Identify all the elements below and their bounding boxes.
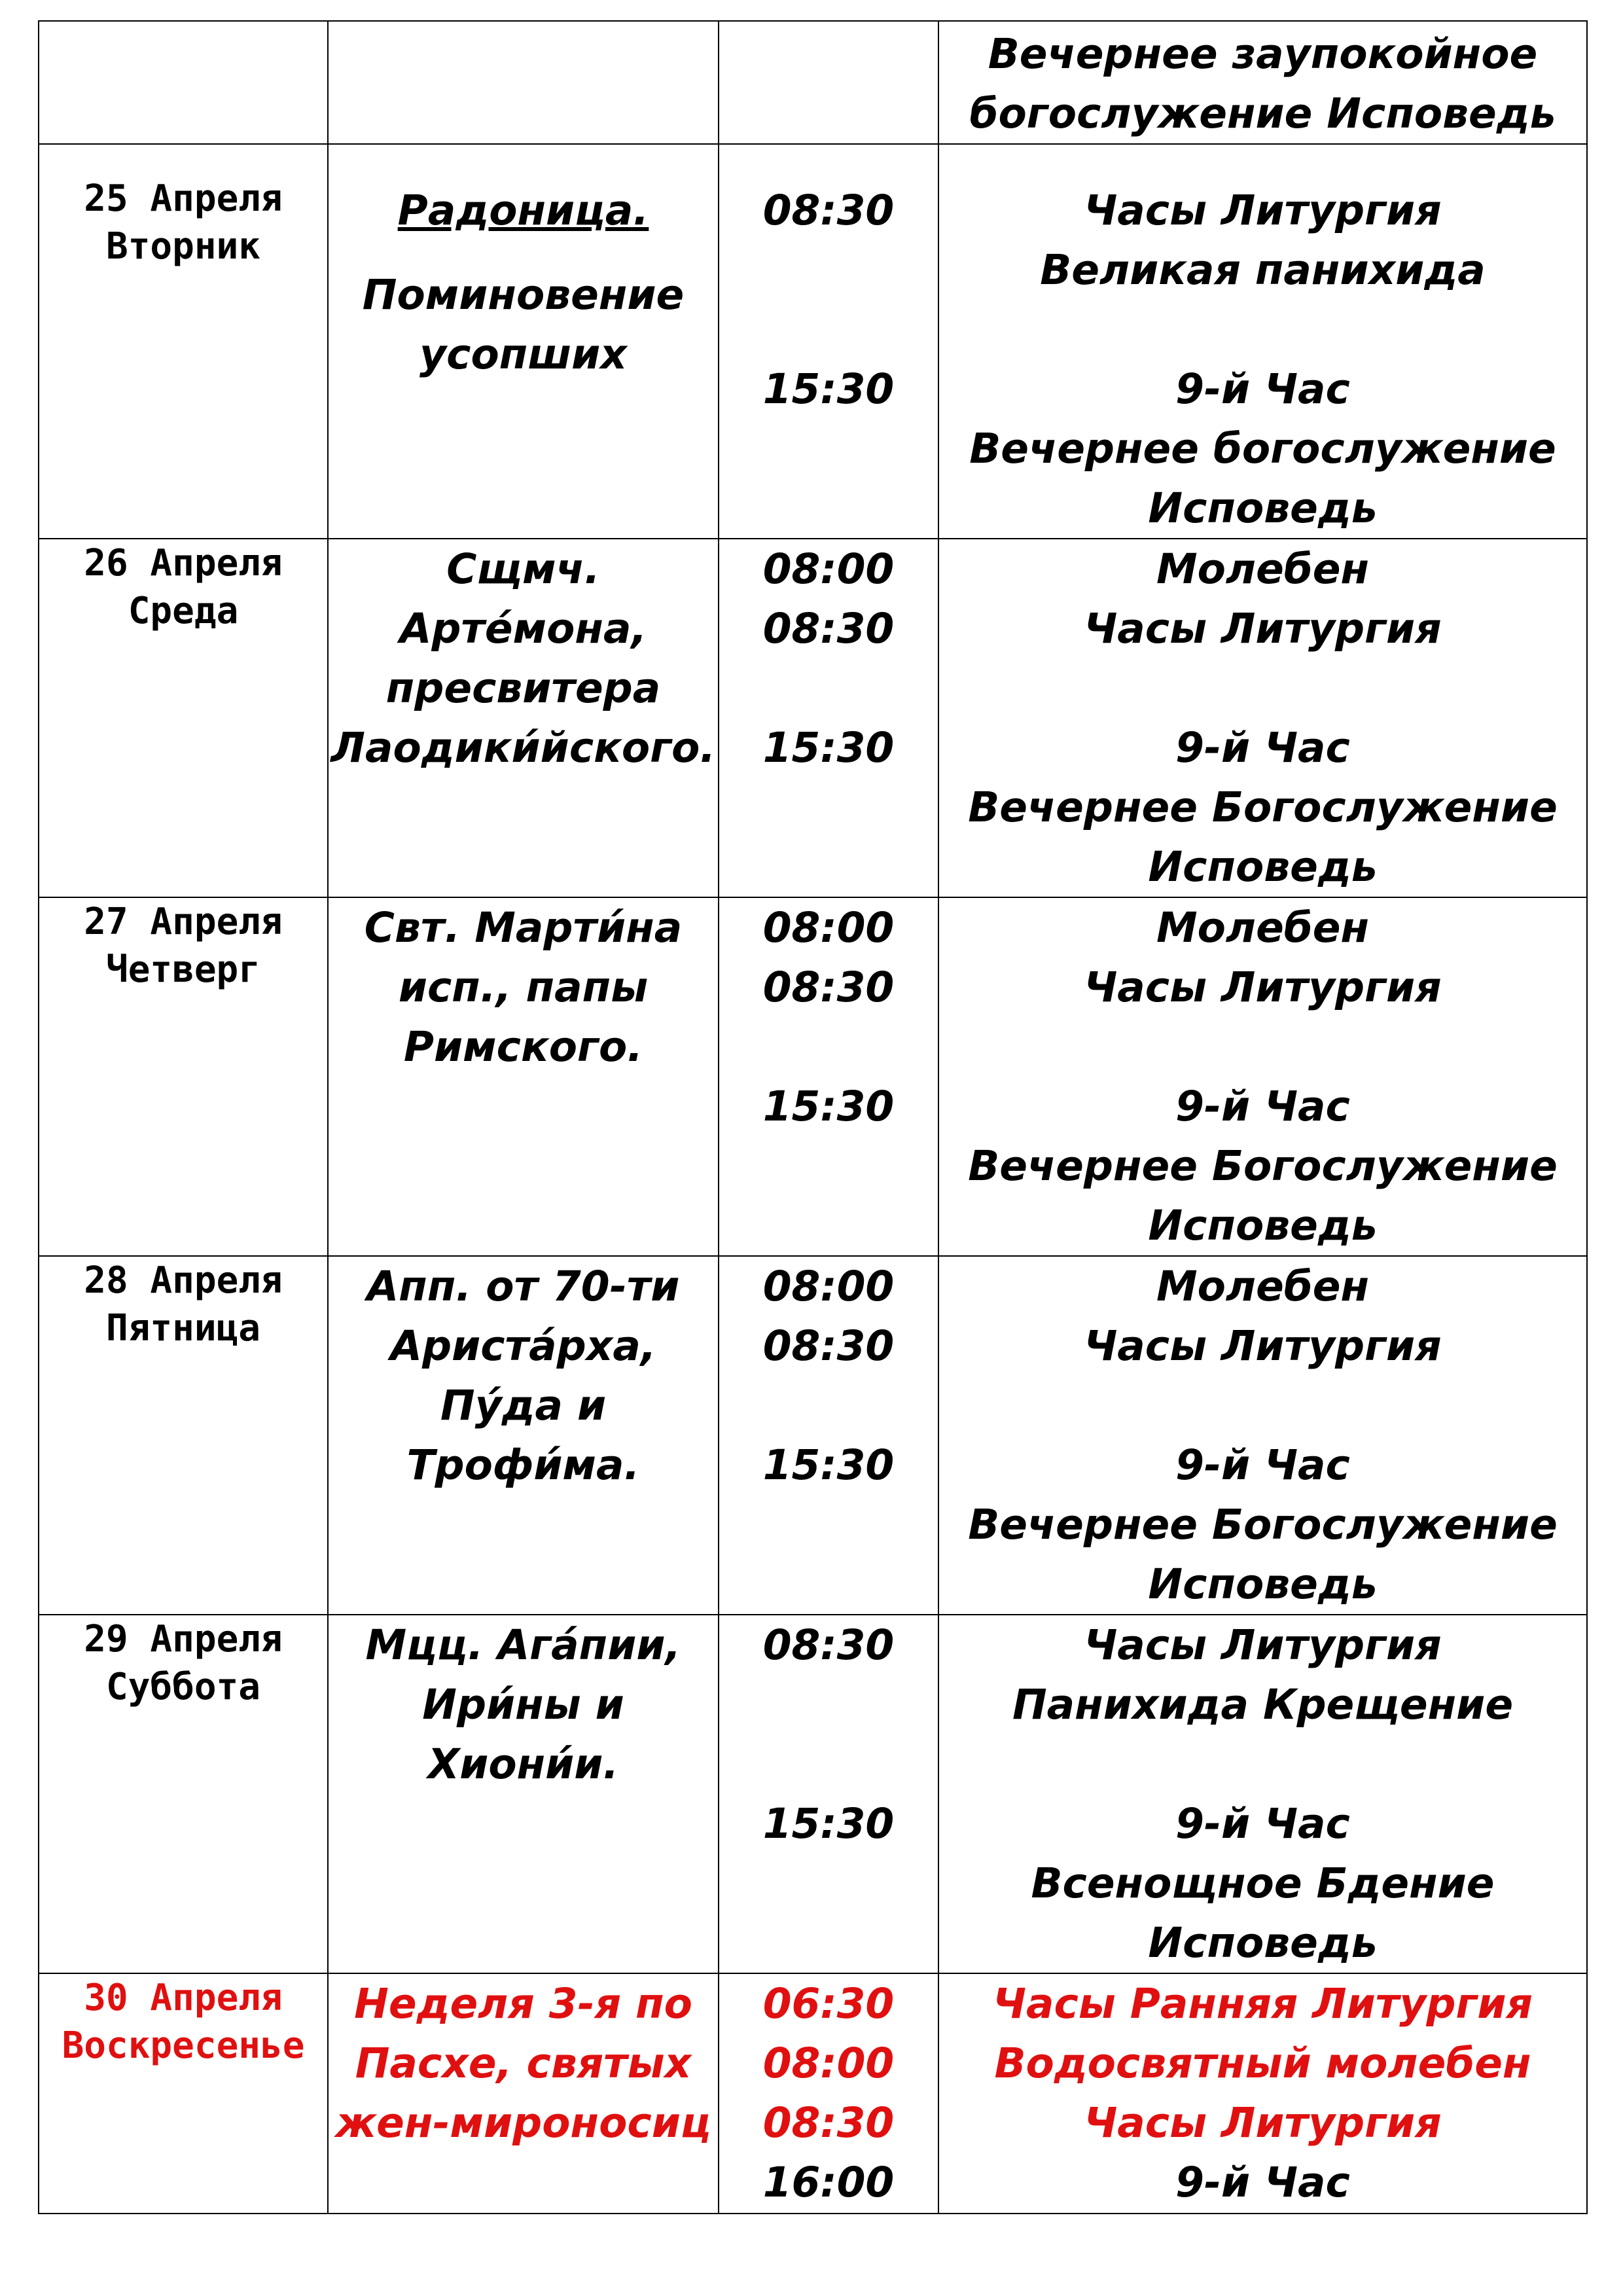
table-row xyxy=(39,144,1587,539)
service-line: Исповедь xyxy=(1148,484,1378,532)
service-line: Часы Ранняя Литургия xyxy=(993,1980,1533,2028)
feast-line: усопших xyxy=(419,331,627,378)
feast-line: Апп. от 70-ти xyxy=(366,1263,680,1310)
service-line: 9-й Час xyxy=(1175,724,1350,772)
date-label: 30 Апреля xyxy=(84,1977,283,2019)
time-cell xyxy=(719,21,938,144)
table-row xyxy=(39,897,1587,1256)
services-cell xyxy=(938,144,1587,539)
feast-line: Римского. xyxy=(403,1023,643,1071)
feast-line: пресвитера xyxy=(385,664,661,712)
feast-line: Пасхе, святых xyxy=(355,2039,692,2087)
services-cell xyxy=(938,1256,1587,1615)
feast-cell xyxy=(328,1256,719,1615)
service-line: Молебен xyxy=(1156,545,1370,593)
time-label: 08:00 xyxy=(762,545,895,593)
feast-line: Пу́да и xyxy=(440,1382,607,1429)
date-label: 27 Апреля xyxy=(84,901,283,943)
time-label: 15:30 xyxy=(762,365,895,413)
time-label: 08:00 xyxy=(762,2039,895,2087)
service-line: Великая панихида xyxy=(1040,246,1486,294)
weekday-label: Воскресенье xyxy=(62,2024,305,2067)
date-label: 28 Апреля xyxy=(84,1259,283,1302)
services-cell xyxy=(938,539,1587,897)
table-row xyxy=(39,1615,1587,1973)
service-line: Вечернее Богослужение xyxy=(968,783,1558,831)
time-label: 16:00 xyxy=(762,2159,895,2206)
date-cell xyxy=(39,21,328,144)
time-label: 15:30 xyxy=(762,724,895,772)
date-cell xyxy=(39,1973,328,2214)
service-line: Исповедь xyxy=(1148,1560,1378,1608)
feast-line: Мцц. Ага́пии, xyxy=(365,1621,681,1669)
table-row xyxy=(39,539,1587,897)
service-line: Часы Литургия xyxy=(1084,187,1442,234)
feast-cell xyxy=(328,539,719,897)
feast-title: Радоница. xyxy=(397,187,649,234)
time-label: 08:00 xyxy=(762,904,895,952)
service-line: богослужение Исповедь xyxy=(969,90,1556,137)
service-line: 9-й Час xyxy=(1175,2159,1350,2206)
time-label: 15:30 xyxy=(762,1441,895,1489)
feast-line: Арте́мона, xyxy=(399,605,647,653)
weekday-label: Вторник xyxy=(105,225,260,268)
time-label: 15:30 xyxy=(762,1083,895,1130)
feast-line: Ири́ны и xyxy=(422,1681,624,1729)
time-cell xyxy=(719,1973,938,2214)
service-line: Вечернее Богослужение xyxy=(968,1142,1558,1190)
feast-cell xyxy=(328,897,719,1256)
time-cell xyxy=(719,1256,938,1615)
feast-line: исп., папы xyxy=(398,963,649,1011)
services-cell xyxy=(938,21,1587,144)
service-line: Вечернее заупокойное xyxy=(988,30,1538,78)
weekday-label: Пятница xyxy=(105,1307,260,1350)
service-line: Исповедь xyxy=(1148,1919,1378,1967)
time-cell xyxy=(719,144,938,539)
service-line: Часы Литургия xyxy=(1084,2099,1442,2147)
date-cell xyxy=(39,897,328,1256)
time-label: 08:30 xyxy=(762,605,895,653)
feast-line: Ариста́рха, xyxy=(390,1322,656,1370)
feast-cell xyxy=(328,144,719,539)
date-cell xyxy=(39,1615,328,1973)
time-label: 15:30 xyxy=(762,1800,895,1848)
services-cell xyxy=(938,1973,1587,2214)
table-row xyxy=(39,1256,1587,1615)
time-label: 08:30 xyxy=(762,187,895,234)
time-label: 08:30 xyxy=(762,1621,895,1669)
date-label: 25 Апреля xyxy=(84,177,283,220)
service-line: 9-й Час xyxy=(1175,1083,1350,1130)
time-cell xyxy=(719,897,938,1256)
service-line: Вечернее Богослужение xyxy=(968,1501,1558,1549)
feast-line: Поминовение xyxy=(362,271,685,319)
service-line: Часы Литургия xyxy=(1084,605,1442,653)
feast-line: Сщмч. xyxy=(446,545,600,593)
weekday-label: Четверг xyxy=(105,948,260,991)
feast-line: Свт. Марти́на xyxy=(364,904,683,952)
time-cell xyxy=(719,1615,938,1973)
time-label: 08:30 xyxy=(762,963,895,1011)
service-line: Часы Литургия xyxy=(1084,1322,1442,1370)
feast-line: Трофи́ма. xyxy=(406,1441,640,1489)
schedule-table xyxy=(38,20,1588,2214)
feast-cell xyxy=(328,21,719,144)
time-label: 08:00 xyxy=(762,1263,895,1310)
time-label: 06:30 xyxy=(762,1980,895,2028)
table-row-header-continuation xyxy=(39,21,1587,144)
service-line: Исповедь xyxy=(1148,1202,1378,1249)
feast-line: Неделя 3-я по xyxy=(354,1980,692,2028)
service-line: 9-й Час xyxy=(1175,365,1350,413)
services-cell xyxy=(938,897,1587,1256)
service-line: 9-й Час xyxy=(1175,1800,1350,1848)
service-line: Молебен xyxy=(1156,904,1370,952)
feast-line: жен-мироносиц xyxy=(335,2099,711,2147)
weekday-label: Среда xyxy=(128,590,239,632)
date-cell xyxy=(39,539,328,897)
service-line: Вечернее богослужение xyxy=(969,425,1556,473)
feast-cell xyxy=(328,1615,719,1973)
service-line: Часы Литургия xyxy=(1084,963,1442,1011)
time-label: 08:30 xyxy=(762,1322,895,1370)
date-label: 26 Апреля xyxy=(84,542,283,584)
feast-line: Хиони́и. xyxy=(427,1740,619,1788)
service-line: Панихида Крещение xyxy=(1012,1681,1514,1729)
service-line: Часы Литургия xyxy=(1084,1621,1442,1669)
services-cell xyxy=(938,1615,1587,1973)
service-line: Всенощное Бдение xyxy=(1031,1859,1495,1907)
table-row-sunday xyxy=(39,1973,1587,2214)
feast-cell xyxy=(328,1973,719,2214)
service-line: Молебен xyxy=(1156,1263,1370,1310)
date-cell xyxy=(39,1256,328,1615)
feast-line: Лаодики́йского. xyxy=(330,724,716,772)
service-line: Водосвятный молебен xyxy=(994,2039,1531,2087)
service-line: Исповедь xyxy=(1148,843,1378,891)
service-line: 9-й Час xyxy=(1175,1441,1350,1489)
time-label: 08:30 xyxy=(762,2099,895,2147)
date-cell xyxy=(39,144,328,539)
date-label: 29 Апреля xyxy=(84,1618,283,1660)
weekday-label: Суббота xyxy=(105,1666,260,1708)
time-cell xyxy=(719,539,938,897)
